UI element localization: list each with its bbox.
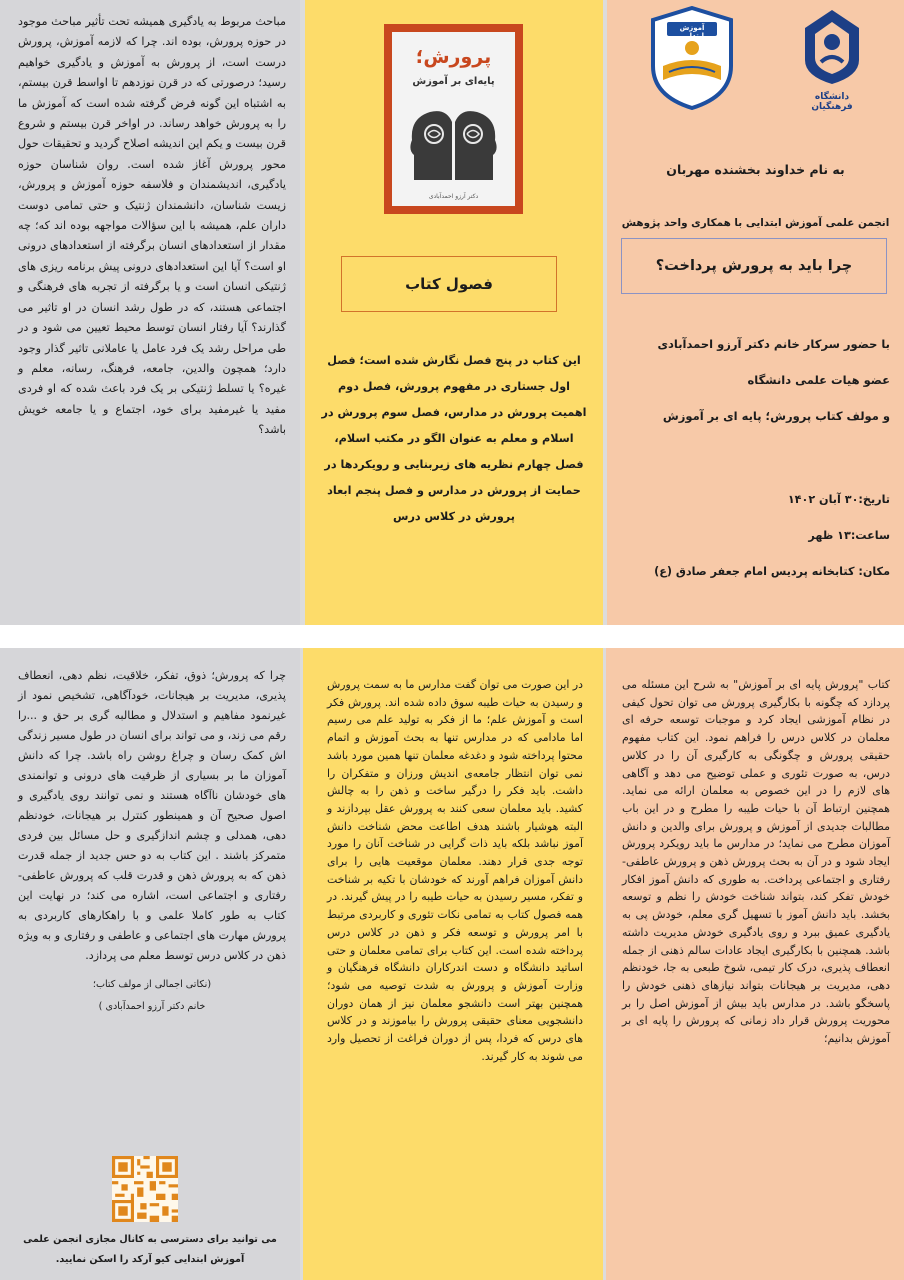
why-text: چرا که پرورش؛ ذوق، تفکر، خلاقیت، نظم دهی، انعطاف پذیری، مدیریت بر هیجانات، خودآگاهی، تشخیص نمود از غیرنمود مفاهیم و استدلال و مطالبه گری بر حق و ...را رقم می زند، و می تواند برای انسان در طول مسیر زندگی اش کمک رسان و چراغ روشن راه باشد. چرا که دانش آموزان ما بر بسیاری از ظرفیت های درونی و توانمندی های خودشان ناآگاه هستند و نمی توانند روی یادگیری و اصول صحیح آن و همینطور کنترل بر هیجانات، خودنظم دهی، همدلی و چشم اندازگیری و حل مسائل بین فردی متمرکز باشند . این کتاب به دو حس جدید از جمله قدرت ذهن که به پرورش ذهن و قدرت قلب که پرورش عاطفی-رفتاری و اجتماعی است، اشاره می کند؛ در نهایت این کتاب به طور کاملا علمی و با راهکارهای کاربردی به پرورش مهارت های اجتماعی و عاطفی و رفتاری و به ویژه ذهن در کلاس درس توسط معلم می پردازد. bbox=[18, 669, 286, 962]
presenter-line: عضو هیات علمی دانشگاه bbox=[747, 373, 890, 387]
association-logo-text: آموزش ابتدایی bbox=[679, 24, 705, 40]
qr-caption: می توانید برای دسترسی به کانال مجازی انجمن علمی آموزش ابتدایی کیو آرکد را اسکن نمایید. bbox=[23, 1234, 277, 1265]
event-location: مکان: کتابخانه پردیس امام جعفر صادق (ع) bbox=[654, 565, 890, 578]
cover-panel bbox=[607, 0, 904, 625]
schools-text: در این صورت می توان گفت مدارس ما به سمت پرورش و رسیدن به حیات طیبه سوق داده شده اند. پرورش فکر است و آموزش علم؛ ما از فکر به تولید علم می رسیم اما مادامی که در مدارس تنها به بحث آموزش و اتمام محتوا پرداخته شود و دغدغه معلمان تنها همین مورد باشد نمی توان انتظار جامعه‌ی اندیش ورزان و متفکران را داشت. باید فکر را درگیر ساخت و ذهن را به چالش کشید. باید معلمان سعی کنند به پرورش عقل بپردازند و البته هوشیار باشند هدف اطاعت محض شناخت دانش آموز نباشد بلکه باید ذات گرایی در شناخت آنان را مورد توجه جدی قرار دهند. معلمان موقعیت هایی را برای دانش آموزان فراهم آورند که خودشان با تکیه بر شناخت و تفکر، مسیر رسیدن به حیات طیبه را در پیش گیرند. در همه فصول کتاب به تمامی نکات تئوری و کاربردی مرتبط با امر پرورش و توسعه فکر و ذهن در کلاس درس پرداخته شده است. این کتاب برای تمامی معلمان و حتی اساتید دانشگاه و دست اندرکاران دانشگاه فرهنگیان و وزارت آموزش و پرورش به شدت توصیه می شود؛ همچنین بهتر است دانشجو معلمان نیز از همان دوران دانشجویی معنای حقیقی پرورش را بیاموزند و در کلاس های درس که فردا، پس از دوران فراغت از تحصیل وارد می شوند به کار گیرند. bbox=[327, 678, 583, 1063]
elementary-education-association-logo bbox=[649, 6, 735, 116]
book-cover-title: پرورش؛ bbox=[415, 46, 492, 68]
presenter-line: و مولف کتاب پرورش؛ پایه ای بر آموزش bbox=[662, 409, 890, 423]
chapters-text: این کتاب در پنج فصل نگارش شده است؛ فصل اول جستاری در مفهوم پرورش، فصل دوم اهمیت پرورش در مدارس، فصل سوم پرورش در اسلام و معلم به عنوان الگو در مکتب اسلام، فصل چهارم نظریه های زیربنایی و رویکردها در حمایت از پرورش در مدارس و فصل پنجم ابعاد پرورش در کلاس درس bbox=[321, 354, 587, 523]
farhangian-emblem-icon bbox=[797, 6, 867, 86]
presenter-line: با حضور سرکار خانم دکتر آرزو احمدآبادی bbox=[657, 337, 890, 351]
brochure-front-sheet bbox=[0, 0, 904, 625]
event-details bbox=[615, 482, 890, 590]
author-note bbox=[18, 974, 286, 1018]
author-note-line: خانم دکتر آرزو احمدآبادی ) bbox=[98, 1001, 206, 1012]
event-time: ساعت:۱۳ ظهر bbox=[808, 529, 890, 542]
book-cover-image bbox=[384, 24, 523, 214]
logo-row bbox=[607, 6, 904, 118]
schools-panel bbox=[303, 648, 603, 1280]
association-line: انجمن علمی آموزش ابتدایی با همکاری واحد پژوهش bbox=[621, 217, 890, 229]
chapters-panel bbox=[305, 0, 603, 625]
event-title: چرا باید به پرورش پرداخت؟ bbox=[621, 238, 887, 294]
university-name: دانشگاه فرهنگیان bbox=[811, 92, 853, 112]
farhangian-university-logo bbox=[794, 6, 870, 116]
heads-illustration-icon bbox=[406, 100, 501, 185]
chapters-heading: فصول کتاب bbox=[341, 256, 557, 312]
basmala: به نام خداوند بخشنده مهربان bbox=[666, 162, 845, 177]
about-text: کتاب "پرورش پایه ای بر آموزش" به شرح این مسئله می پردازد که چگونه با بکارگیری پرورش می توان تحول کیفی در نظام آموزشی ایجاد کرد و موجبات توسعه حرفه ای معلمان در کلاس درس را فراهم نمود. این کتاب مفهوم حقیقی پرورش و چگونگی به کارگیری آن را در کلاس درس، به صورت تئوری و عملی توضیح می دهد و آگاهی های لازم را در این خصوص به معلمان ارائه می نماید. همچنین ارتباط آن با حیات طیبه را مطرح و در این باب مطالبات جدیدی از آموزش و پرورش برای والدین و دانش آموزان مطرح می نماید؛ در مدارس ما باید رویکرد پرورش ایجاد شود و در آن به بحث پرورش ذهن و پرورش عاطفی-رفتاری و اجتماعی پرداخت. به طوری که دانش آموز افکار خودش تفکر کند، بتواند شناخت خودش را نظم و توسعه بخشد. باید دانش آموز با تسهیل گری معلم، خودش پی به یادگیری عمیق ببرد و روی یادگیری خودش مدیریت داشته باشد. همچنین با بکارگیری ایجاد عادات سالم ذهنی از جمله انعطاف پذیری، درک کار تیمی، شوخ طبعی به جا، خودنظم دهی، مدیریت بر هیجانات بتواند نیازهای ذهنی خودش را پاسخگو باشد. در مدارس باید بیش از آموزش اصل را بر محوریت پرورش قرار داد زمانی که پرورش را پایه ای بر آموزش بدانیم؛ bbox=[622, 678, 890, 1046]
book-cover-subtitle: پایه‌ای بر آموزش bbox=[412, 76, 495, 87]
event-date: تاریخ:۳۰ آبان ۱۴۰۲ bbox=[787, 493, 890, 506]
intro-text: مباحث مربوط به یادگیری همیشه تحت تأثیر مباحث موجود در حوزه پرورش، بوده اند. چرا که لازمه آموزش، پرورش درست است، از پرورش به آموزش و یادگیری خواهیم رسید؛ درصورتی که در قرن نوزدهم تا اواسط قرن بیستم، به اشتباه این گونه فرض گرفته شده است که آموزش ما را به پرورش خواهد رساند. در اواخر قرن بیستم و شروع قرن بیست و یکم این اندیشه اصلاح گردید و تحقیقات حول محور پرورش آغاز شده است. روان شناسان حوزه یادگیری، اندیشمندان و فلاسفه حوزه آموزش و پرورش، زیست شناسان، دانشمندان ژنتیک و حتی تمامی دوست داران علم، همیشه با این سؤالات مواجهه بوده اند که؛ چه مقدار از استعدادهای انسان برگرفته از استعدادهای درونی او است؟ آیا این استعدادهای درونی پیش برنامه ریزی های ژنتیکی انسان است و یا برگرفته از تجربه های فرهنگی و اجتماعی هستند، که در طول رشد انسان در او تاثیر می گذارند؟ آیا رفتار انسان توسط محیط تعیین می شود و در طی مراحل رشد یک فرد عامل یا عاملانی تاثیر گذار وجود دارد؛ همچون والدین، جامعه، فرهنگ، رسانه، معلم و غیره؟ یا تسلط ژنتیکی بر یک فرد باعث شده که او فردی مفید یا غیرمفید برای خود، اجتماع و یا جامعه خویش باشد؟ bbox=[18, 15, 286, 437]
presenter-info bbox=[615, 326, 890, 434]
author-note-line: (نکاتی اجمالی از مولف کتاب؛ bbox=[92, 979, 212, 990]
intro-panel bbox=[0, 0, 300, 625]
book-cover-author: دکتر آرزو احمدآبادی bbox=[428, 193, 479, 200]
about-book-panel bbox=[606, 648, 904, 1280]
qr-code-icon[interactable] bbox=[112, 1156, 178, 1222]
association-shield-icon bbox=[649, 6, 735, 110]
